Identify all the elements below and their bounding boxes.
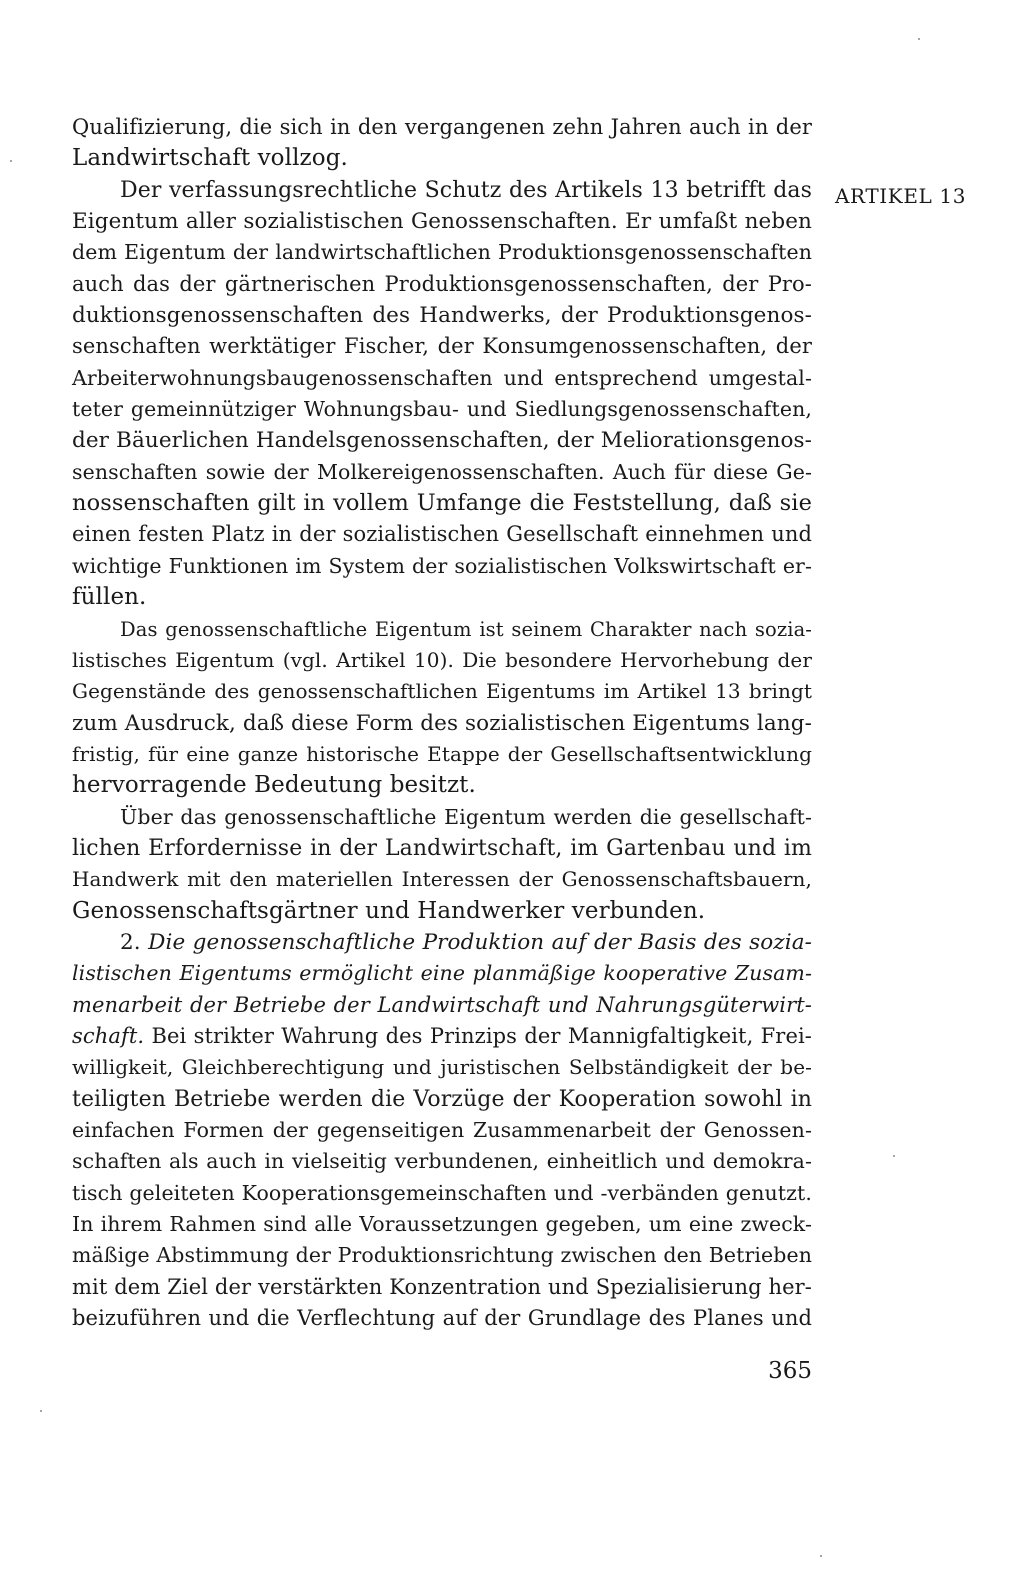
text-segment: Gegenstände des genossenschaftlichen Eigentums im Artikel 13 bringt xyxy=(72,679,812,704)
text-line xyxy=(72,425,812,456)
text-segment: listisches Eigentum (vgl. Artikel 10). Die besondere Hervorhebung der xyxy=(72,647,812,672)
text-line xyxy=(72,1146,812,1177)
text-segment: Arbeiterwohnungsbaugenossenschaften und entsprechend umgestal- xyxy=(72,365,812,390)
text-line xyxy=(72,394,812,425)
text-segment: Handwerk mit den materiellen Interessen der Genossenschaftsbauern, xyxy=(72,867,812,892)
text-segment: teiligten Betriebe werden die Vorzüge der Kooperation sowohl in xyxy=(72,1086,812,1112)
text-segment: füllen. xyxy=(72,584,147,611)
page-number: 365 xyxy=(768,1358,812,1384)
text-line xyxy=(72,1052,812,1083)
text-segment: dem Eigentum der landwirtschaftlichen Produktionsgenossenschaften xyxy=(72,240,812,265)
text-line xyxy=(72,457,812,488)
text-line xyxy=(72,1021,812,1052)
text-segment: auch das der gärtnerischen Produktionsgenossenschaften, der Pro- xyxy=(72,271,812,296)
text-line xyxy=(72,770,812,801)
text-line xyxy=(72,896,812,927)
italic-text-segment: listischen Eigentums ermöglicht eine planmäßige kooperative Zusam- xyxy=(72,961,812,986)
italic-text-segment: menarbeit der Betriebe der Landwirtschaft und Nahrungsgüterwirt- xyxy=(72,992,812,1017)
text-segment: Qualifizierung, die sich in den vergangenen zehn Jahren auch in der xyxy=(72,115,812,139)
italic-text-segment: Die genossenschaftliche Produktion auf der Basis des sozia- xyxy=(148,929,812,955)
text-segment: mit dem Ziel der verstärkten Konzentration und Spezialisierung her- xyxy=(72,1274,812,1299)
text-segment: 2. xyxy=(120,929,149,955)
text-segment: tisch geleiteten Kooperationsgemeinschaften und -verbänden genutzt. xyxy=(72,1180,812,1205)
text-line xyxy=(72,1303,812,1334)
text-segment: senschaften werktätiger Fischer, der Konsumgenossenschaften, der xyxy=(72,334,812,359)
text-line xyxy=(72,519,812,550)
text-segment: mäßige Abstimmung der Produktionsrichtung zwischen den Betrieben xyxy=(72,1243,812,1268)
text-segment: nossenschaften gilt in vollem Umfange die Feststellung, daß sie xyxy=(72,490,812,517)
text-segment: teter gemeinnütziger Wohnungsbau- und Siedlungsgenossenschaften, xyxy=(72,397,812,422)
text-line xyxy=(72,551,812,582)
italic-text-segment: schaft. xyxy=(72,1023,145,1048)
text-segment: senschaften sowie der Molkereigenossenschaften. Auch für diese Ge- xyxy=(72,459,812,484)
text-segment: In ihrem Rahmen sind alle Voraussetzungen gegeben, um eine zweck- xyxy=(72,1212,812,1237)
text-line xyxy=(72,614,812,645)
text-line xyxy=(72,112,812,143)
text-line xyxy=(72,269,812,300)
text-line xyxy=(72,1178,812,1209)
text-line xyxy=(72,802,812,833)
text-line xyxy=(72,990,812,1021)
text-line xyxy=(72,1209,812,1240)
text-line xyxy=(72,488,812,519)
text-line xyxy=(72,300,812,331)
text-line xyxy=(72,739,812,770)
text-line xyxy=(72,708,812,739)
text-line xyxy=(72,1115,812,1146)
body-text xyxy=(72,112,812,1334)
text-line xyxy=(72,1272,812,1303)
scan-speck xyxy=(893,1155,895,1157)
text-segment: einen festen Platz in der sozialistischen Gesellschaft einnehmen und xyxy=(72,522,812,547)
text-line xyxy=(72,645,812,676)
text-line xyxy=(72,1240,812,1271)
text-line xyxy=(72,331,812,362)
scan-speck xyxy=(820,1555,822,1557)
text-segment: wichtige Funktionen im System der sozialistischen Volkswirtschaft er- xyxy=(72,553,812,578)
text-segment: schaften als auch in vielseitig verbundenen, einheitlich und demokra- xyxy=(72,1149,812,1174)
scan-speck xyxy=(40,1410,42,1412)
text-segment: fristig, für eine ganze historische Etappe der Gesellschaftsentwicklung xyxy=(72,741,812,766)
text-segment: Der verfassungsrechtliche Schutz des Artikels 13 betrifft das xyxy=(120,177,812,203)
margin-note-article: ARTIKEL 13 xyxy=(835,184,967,208)
text-line xyxy=(72,927,812,958)
text-segment: Genossenschaftsgärtner und Handwerker verbunden. xyxy=(72,897,706,924)
text-segment: Über das genossenschaftliche Eigentum werden die gesellschaft- xyxy=(120,804,812,829)
text-line xyxy=(72,833,812,864)
text-line xyxy=(72,676,812,707)
scan-speck xyxy=(10,160,12,162)
text-segment: Bei strikter Wahrung des Prinzips der Mannigfaltigkeit, Frei- xyxy=(144,1023,812,1048)
text-line xyxy=(72,175,812,206)
text-segment: hervorragende Bedeutung besitzt. xyxy=(72,772,476,799)
text-segment: zum Ausdruck, daß diese Form des sozialistischen Eigentums lang- xyxy=(72,710,812,736)
text-segment: Eigentum aller sozialistischen Genossenschaften. Er umfaßt neben xyxy=(72,209,812,235)
text-segment: duktionsgenossenschaften des Handwerks, der Produktionsgenos- xyxy=(72,303,812,329)
text-segment: Das genossenschaftliche Eigentum ist seinem Charakter nach sozia- xyxy=(120,617,812,641)
text-line xyxy=(72,958,812,989)
text-segment: beizuführen und die Verflechtung auf der Grundlage des Planes und xyxy=(72,1306,812,1331)
text-line xyxy=(72,363,812,394)
scan-speck xyxy=(918,38,920,40)
text-line xyxy=(72,143,812,174)
text-segment: der Bäuerlichen Handelsgenossenschaften, der Meliorationsgenos- xyxy=(72,428,812,454)
text-line xyxy=(72,582,812,613)
text-line xyxy=(72,1084,812,1115)
text-segment: einfachen Formen der gegenseitigen Zusammenarbeit der Genossen- xyxy=(72,1118,812,1142)
text-segment: lichen Erfordernisse in der Landwirtschaft, im Gartenbau und im xyxy=(72,835,812,861)
text-line xyxy=(72,206,812,237)
text-segment: willigkeit, Gleichberechtigung und juristischen Selbständigkeit der be- xyxy=(72,1055,812,1080)
text-segment: Landwirtschaft vollzog. xyxy=(72,145,348,172)
text-line xyxy=(72,864,812,895)
text-line xyxy=(72,237,812,268)
